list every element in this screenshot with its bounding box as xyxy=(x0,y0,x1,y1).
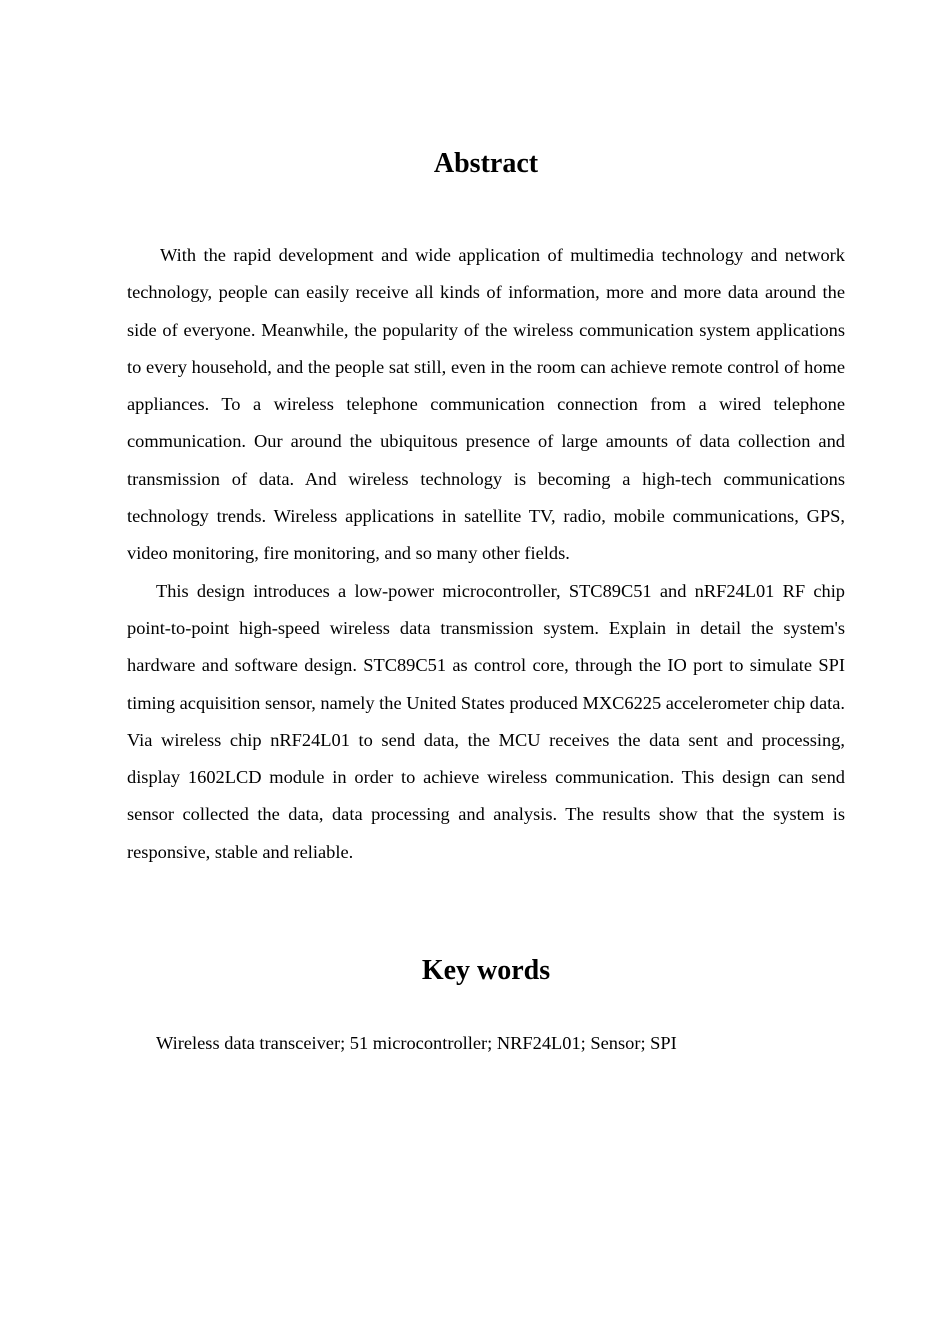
abstract-paragraph: This design introduces a low-power microcontroller, STC89C51 and nRF24L01 RF chip point-to-point high-speed wireless data transmission system. Explain in detail the system's hardware and software design. STC89C51 as control core, through the IO port to simulate SPI timing acquisition sensor, namely the United States produced MXC6225 accelerometer chip data. Via wireless chip nRF24L01 to send data, the MCU receives the data sent and processing, display 1602LCD module in order to achieve wireless communication. This design can send sensor collected the data, data processing and analysis. The results show that the system is responsive, stable and reliable. xyxy=(127,580,845,862)
keywords-title: Key words xyxy=(421,955,551,986)
abstract-paragraph: With the rapid development and wide application of multimedia technology and network technology, people can easily receive all kinds of information, more and more data around the side of everyone. Meanwhile, the popularity of the wireless communication system applications to every household, and the people sat still, even in the room can achieve remote control of home appliances. To a wireless telephone communication connection from a wired telephone communication. Our around the ubiquitous presence of large amounts of data collection and transmission of data. And wireless technology is becoming a high-tech communications technology trends. Wireless applications in satellite TV, radio, mobile communications, GPS, video monitoring, fire monitoring, and so many other fields. xyxy=(127,245,845,564)
keywords-text: Wireless data transceiver; 51 microcontroller; NRF24L01; Sensor; SPI xyxy=(156,1033,677,1053)
abstract-body xyxy=(127,237,845,871)
abstract-title: Abstract xyxy=(433,148,539,179)
